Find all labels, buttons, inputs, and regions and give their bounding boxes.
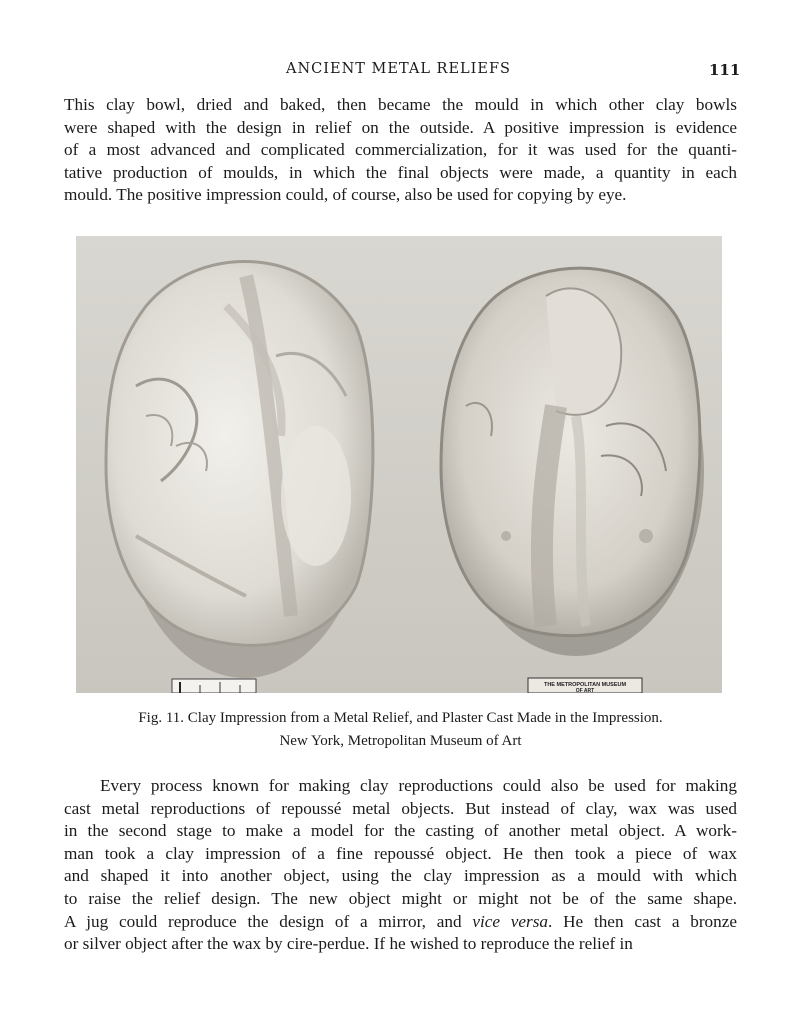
paragraph-2 <box>64 775 737 956</box>
paragraph-line: mould. The positive impression could, of course, also be used for copying by eye. <box>64 185 627 205</box>
museum-label-line-2: OF ART <box>575 688 595 693</box>
paragraph-line: of a most advanced and complicated commercialization, for it was used for the quanti- <box>64 140 737 160</box>
paragraph-line: tative production of moulds, in which the final objects were made, a quantity in each <box>64 162 737 182</box>
paragraph-line: in the second stage to make a model for the casting of another metal object. A work- <box>64 821 737 841</box>
paragraph-line: man took a clay impression of a fine repoussé object. He then took a piece of wax <box>64 843 737 863</box>
paragraph-line: were shaped with the design in relief on the outside. A positive impression is evidence <box>64 117 737 137</box>
paragraph-1 <box>64 94 737 207</box>
museum-label-line-1: THE METROPOLITAN MUSEUM <box>543 682 627 688</box>
line-text: A jug could reproduce the design of a mirror, and <box>64 911 473 931</box>
paragraph-line: cast metal reproductions of repoussé metal objects. But instead of clay, wax was used <box>64 798 737 818</box>
italic-phrase: vice versa <box>472 911 549 931</box>
paragraph-line: or silver object after the wax by cire-perdue. If he wished to reproduce the relief in <box>64 934 633 954</box>
paragraph-line: Every process known for making clay reproductions could also be used for making <box>100 776 737 795</box>
paragraph-line: This clay bowl, dried and baked, then became the mould in which other clay bowls <box>64 95 737 114</box>
running-head: ANCIENT METAL RELIEFS <box>286 61 511 77</box>
paragraph-line: and shaped it into another object, using the clay impression as a mould with which <box>64 866 737 886</box>
museum-label <box>528 678 642 693</box>
paragraph-line: to raise the relief design. The new object might or might not be of the same shape. <box>64 888 737 908</box>
plaster-cast <box>441 268 704 656</box>
page-number: 111 <box>709 61 741 79</box>
figure-photograph <box>76 236 722 693</box>
paragraph-line <box>64 911 737 934</box>
photo-clay-impression-and-cast <box>76 236 722 693</box>
figure-caption-source: New York, Metropolitan Museum of Art <box>279 733 522 749</box>
scale-ruler <box>172 679 256 693</box>
line-text: . He then cast a bronze <box>548 911 738 931</box>
figure-caption: Fig. 11. Clay Impression from a Metal Relief, and Plaster Cast Made in the Impression. <box>138 710 663 726</box>
